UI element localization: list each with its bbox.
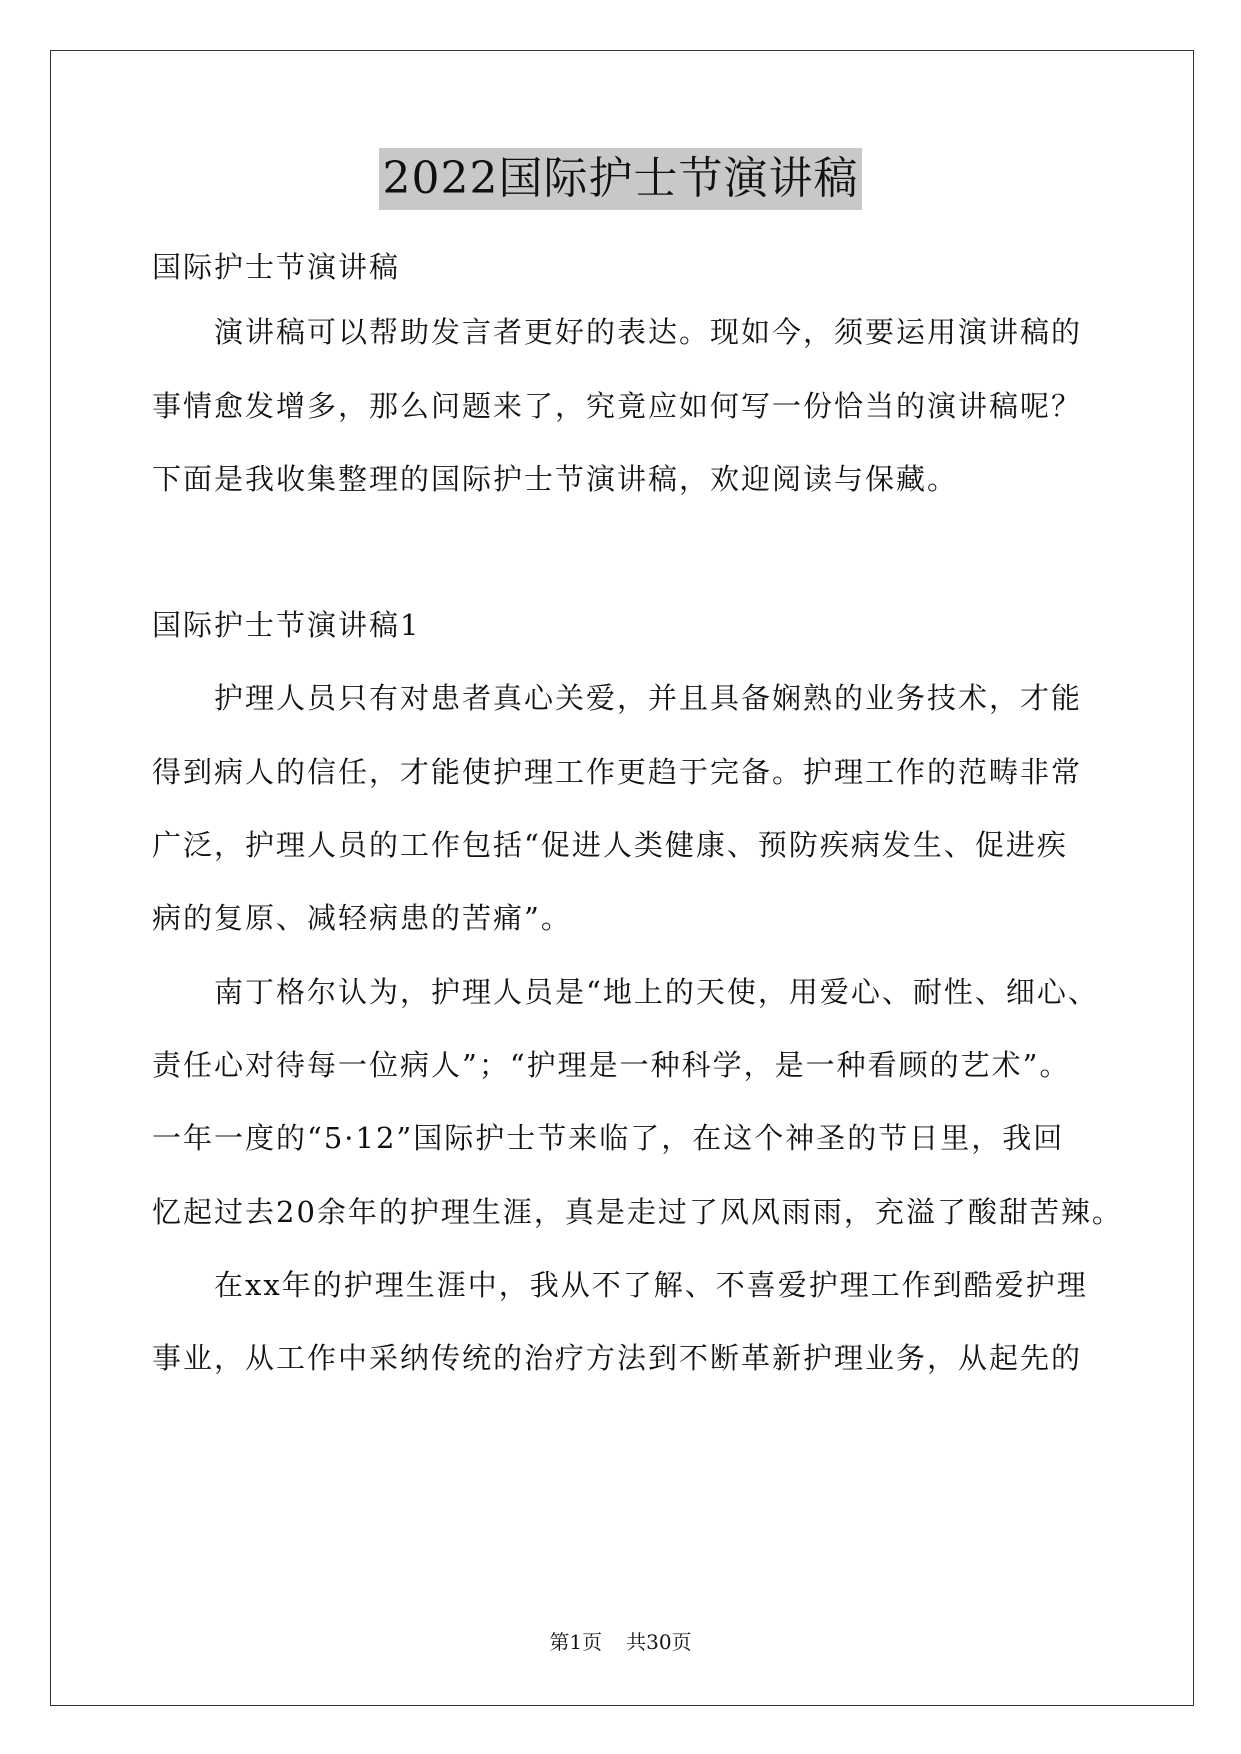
text-line[interactable]: 演讲稿可以帮助发言者更好的表达。现如今，须要运用演讲稿的 xyxy=(214,315,1083,349)
page-total: 共30页 xyxy=(626,1630,692,1654)
text-line[interactable]: 得到病人的信任，才能使护理工作更趋于完备。护理工作的范畴非常 xyxy=(152,755,1083,789)
page-number: 第1页 xyxy=(549,1630,603,1654)
text-line[interactable]: 在xx年的护理生涯中，我从不了解、不喜爱护理工作到酷爱护理 xyxy=(214,1268,1088,1302)
text-line[interactable]: 事情愈发增多，那么问题来了，究竟应如何写一份恰当的演讲稿呢？ xyxy=(152,389,1083,423)
text-line[interactable]: 一年一度的“5·12”国际护士节来临了，在这个神圣的节日里，我回 xyxy=(152,1121,1065,1155)
text-line[interactable]: 责任心对待每一位病人”；“护理是一种科学，是一种看顾的艺术”。 xyxy=(152,1048,1071,1082)
text-line[interactable]: 国际护士节演讲稿1 xyxy=(152,608,421,642)
text-line[interactable]: 下面是我收集整理的国际护士节演讲稿，欢迎阅读与保藏。 xyxy=(152,462,959,496)
text-line[interactable]: 忆起过去20余年的护理生涯，真是走过了风风雨雨，充溢了酸甜苦辣。 xyxy=(152,1195,1123,1229)
text-line[interactable]: 事业，从工作中采纳传统的治疗方法到不断革新护理业务，从起先的 xyxy=(152,1341,1083,1375)
document-title[interactable]: 2022国际护士节演讲稿 xyxy=(379,148,863,210)
text-line[interactable]: 广泛，护理人员的工作包括“促进人类健康、预防疾病发生、促进疾 xyxy=(152,828,1068,862)
title-container xyxy=(0,148,1241,210)
text-line[interactable]: 病的复原、减轻病患的苦痛”。 xyxy=(152,901,572,935)
text-line[interactable]: 国际护士节演讲稿 xyxy=(152,250,401,284)
page-footer xyxy=(0,1626,1241,1655)
page-border xyxy=(50,50,1194,1706)
text-line[interactable]: 护理人员只有对患者真心关爱，并且具备娴熟的业务技术，才能 xyxy=(214,681,1083,715)
text-line[interactable]: 南丁格尔认为，护理人员是“地上的天使，用爱心、耐性、细心、 xyxy=(214,975,1099,1009)
